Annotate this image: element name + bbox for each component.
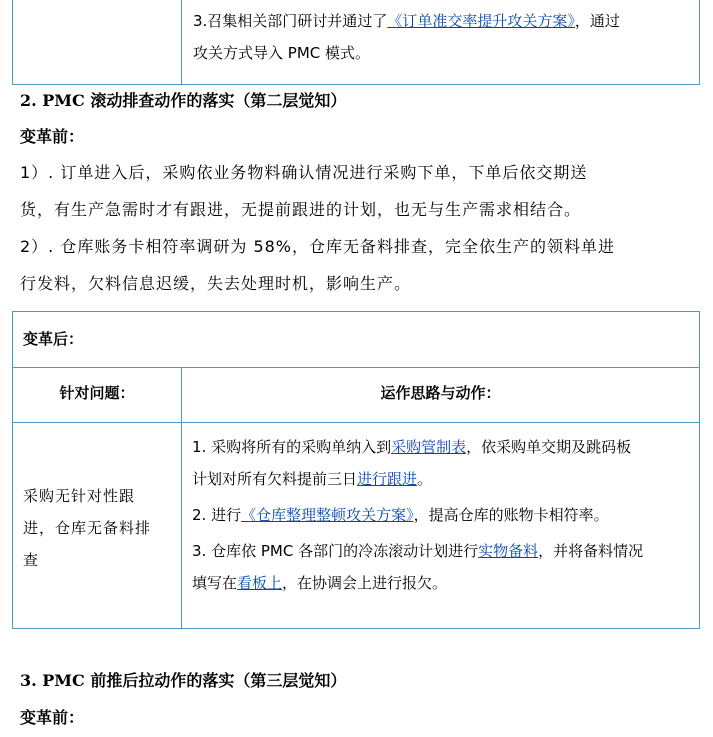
row-divider xyxy=(13,422,699,423)
action1-line2 xyxy=(192,468,692,490)
section3-before-label: 变革前： xyxy=(20,708,85,727)
top-table-line1 xyxy=(193,10,693,32)
follow-up-link[interactable]: 进行跟进 xyxy=(357,470,418,488)
action-cell xyxy=(192,436,692,594)
purchase-control-link[interactable]: 采购管制表 xyxy=(391,438,467,456)
issue-line: 进，仓库无备料排 xyxy=(23,519,152,537)
issue-line: 查 xyxy=(23,551,40,569)
top-table-text: 3.召集相关部门研讨并通过了 xyxy=(193,12,388,30)
kanban-link[interactable]: 看板上 xyxy=(237,574,283,592)
action-text: 。 xyxy=(417,470,433,488)
issue-line: 采购无针对性跟 xyxy=(23,487,136,505)
section2-p2-line2: 行发料，欠料信息迟缓，失去处理时机，影响生产。 xyxy=(20,274,412,293)
action-text: 填写在 xyxy=(192,574,238,592)
top-table-divider xyxy=(181,0,182,84)
action3-line1 xyxy=(192,540,692,562)
action-text: 计划对所有欠料提前三日 xyxy=(192,470,358,488)
warehouse-plan-link[interactable]: 《仓库整理整顿攻关方案》 xyxy=(241,506,414,524)
action-text: ，提高仓库的账物卡相符率。 xyxy=(413,506,609,524)
action-text: ，并将备料情况 xyxy=(538,542,644,560)
top-table-cell xyxy=(193,10,693,64)
action3-line2 xyxy=(192,572,692,594)
section2-heading: 2. PMC 滚动排查动作的落实（第二层觉知） xyxy=(20,91,347,110)
section2-before-label: 变革前： xyxy=(20,127,85,146)
action2-line xyxy=(192,504,692,526)
section2-p1-line1: 1）. 订单进入后，采购依业务物料确认情况进行采购下单，下单后依交期送 xyxy=(20,163,588,182)
action-text: ，在协调会上进行报欠。 xyxy=(282,574,448,592)
after-table-title: 变革后： xyxy=(23,330,84,348)
top-table-text: ，通过 xyxy=(574,12,620,30)
material-prep-link[interactable]: 实物备料 xyxy=(478,542,539,560)
section2-p1-line2: 货，有生产急需时才有跟进，无提前跟进的计划，也无与生产需求相结合。 xyxy=(20,200,582,219)
col-divider xyxy=(181,367,182,628)
section2-p2-line1: 2）. 仓库账务卡相符率调研为 58%，仓库无备料排查，完全依生产的领料单进 xyxy=(20,237,616,256)
action-text: 2. 进行 xyxy=(192,506,242,524)
after-table xyxy=(12,311,700,629)
section3-heading: 3. PMC 前推后拉动作的落实（第三层觉知） xyxy=(20,671,347,690)
action1-line1 xyxy=(192,436,692,458)
col2-header: 运作思路与动作： xyxy=(380,384,501,402)
issue-cell xyxy=(23,480,151,576)
top-table-line2: 攻关方式导入 PMC 模式。 xyxy=(193,44,370,62)
action-text: ，依采购单交期及跳码板 xyxy=(466,438,632,456)
col1-header: 针对问题： xyxy=(59,384,135,402)
row-divider xyxy=(13,367,699,368)
top-table xyxy=(12,0,700,85)
action-text: 1. 采购将所有的采购单纳入到 xyxy=(192,438,392,456)
order-rate-plan-link[interactable]: 《订单准交率提升攻关方案》 xyxy=(387,12,575,30)
action-text: 3. 仓库依 PMC 各部门的冷冻滚动计划进行 xyxy=(192,542,479,560)
